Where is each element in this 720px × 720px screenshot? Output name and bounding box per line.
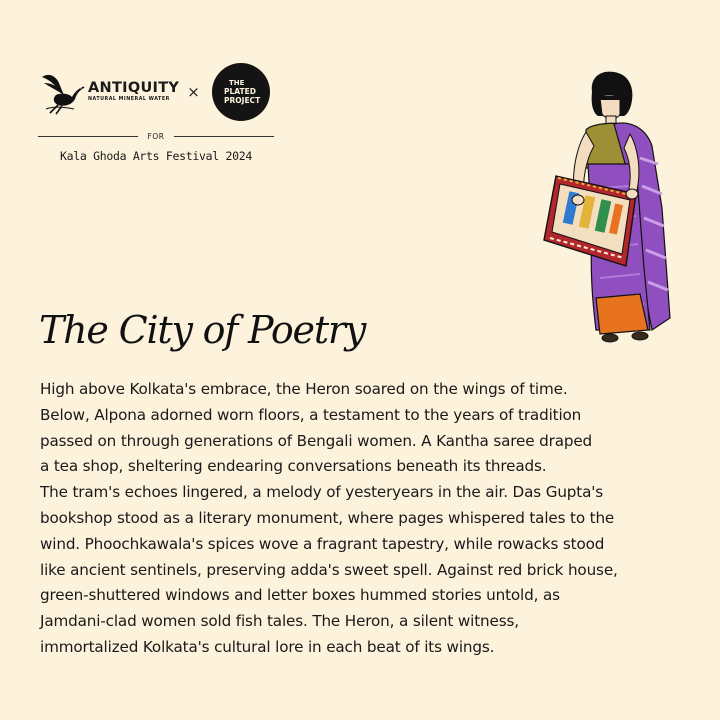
divider-line-left (38, 136, 138, 137)
story-line: High above Kolkata's embrace, the Heron soared on the wings of time. (40, 380, 568, 398)
partner-line-1: THE (228, 79, 245, 87)
saree-woman-illustration (540, 68, 675, 353)
divider-line-right (174, 136, 274, 137)
article-title: The City of Poetry (39, 308, 366, 352)
story-line: Jamdani-clad women sold fish tales. The Heron, a silent witness, (40, 612, 519, 631)
story-line: green-shuttered windows and letter boxes hummed stories untold, as (40, 586, 560, 605)
story-paragraph (40, 377, 700, 661)
antiquity-logo (38, 69, 179, 115)
brand-tagline: NATURAL MINERAL WATER (88, 97, 170, 103)
heron-logo-icon (38, 69, 86, 115)
partner-line-2: PLATED (223, 87, 256, 96)
story-line: passed on through generations of Bengali women. A Kantha saree draped (40, 431, 593, 450)
plated-project-logo (212, 63, 270, 121)
collab-separator: × (187, 83, 200, 101)
partner-line-3: PROJECT (223, 96, 260, 105)
story-line: bookshop stood as a literary monument, where pages whispered tales to the (40, 508, 615, 527)
story-line: like ancient sentinels, preserving adda's sweet spell. Against red brick house, (40, 560, 618, 579)
festival-name: Kala Ghoda Arts Festival 2024 (59, 149, 253, 163)
story-line: Below, Alpona adorned worn floors, a testament to the years of tradition (40, 405, 582, 424)
brand-name: ANTIQUITY (88, 79, 180, 96)
for-label: FOR (147, 132, 165, 141)
story-line: wind. Phoochkawala's spices wove a fragrant tapestry, while rowacks stood (40, 534, 605, 553)
story-line: The tram's echoes lingered, a melody of yesteryears in the air. Das Gupta's (40, 483, 604, 502)
for-divider (38, 132, 274, 141)
brand-row (38, 62, 274, 122)
header (38, 62, 274, 163)
story-line: immortalized Kolkata's cultural lore in each beat of its wings. (40, 637, 495, 656)
antiquity-wordmark (88, 81, 179, 103)
story-line: a tea shop, sheltering endearing conversations beneath its threads. (40, 457, 547, 476)
